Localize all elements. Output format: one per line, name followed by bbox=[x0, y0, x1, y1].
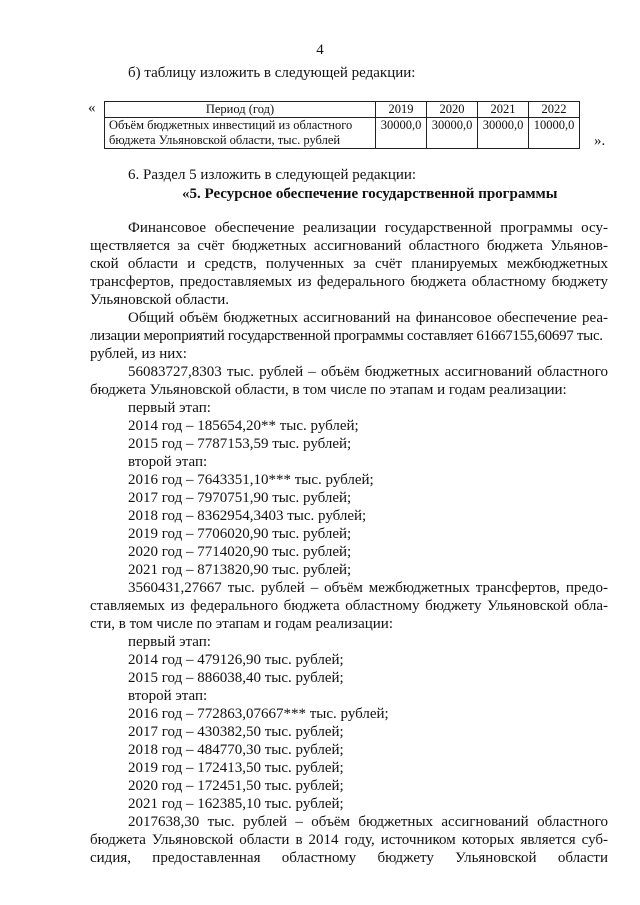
list-item: 2016 год – 772863,07667*** тыс. рублей; bbox=[128, 706, 389, 722]
list-item: 2015 год – 7787153,59 тыс. рублей; bbox=[128, 436, 352, 452]
paragraph-line: сидия, предоставленная областному бюджету Ульяновской области bbox=[90, 850, 608, 866]
list-item: 2021 год – 8713820,90 тыс. рублей; bbox=[128, 562, 352, 578]
paragraph-line: ществляется за счёт бюджетных ассигнований областного бюджета Ульянов- bbox=[90, 238, 608, 254]
row-label-line: бюджета Ульяновской области, тыс. рублей bbox=[109, 133, 341, 147]
value-cell: 30000,0 bbox=[427, 118, 478, 149]
paragraph-line: 2017638,30 тыс. рублей – объём бюджетных ассигнований областного bbox=[128, 814, 608, 830]
year-cell: 2019 bbox=[376, 102, 427, 118]
paragraph-line: бюджета Ульяновской области, в том числе по этапам и годам реализации: bbox=[90, 382, 567, 398]
section-title: «5. Ресурсное обеспечение государственной программы bbox=[182, 186, 558, 202]
paragraph-line: бюджета Ульяновской области в 2014 году, источником которых является суб- bbox=[90, 832, 608, 848]
value-cell: 10000,0 bbox=[529, 118, 580, 149]
list-item: 2017 год – 430382,50 тыс. рублей; bbox=[128, 724, 344, 740]
paragraph-line: 56083727,8303 тыс. рублей – объём бюджетных ассигнований областного bbox=[128, 364, 608, 380]
year-cell: 2022 bbox=[529, 102, 580, 118]
year-cell: 2020 bbox=[427, 102, 478, 118]
list-item: первый этап: bbox=[128, 400, 211, 416]
list-item: первый этап: bbox=[128, 634, 211, 650]
paragraph-line: трансфертов, предоставляемых из федерального бюджета областному бюджету bbox=[90, 274, 608, 290]
list-item: 2021 год – 162385,10 тыс. рублей; bbox=[128, 796, 344, 812]
table-header-row bbox=[105, 102, 580, 118]
close-quote: ». bbox=[594, 133, 606, 149]
list-item: 2017 год – 7970751,90 тыс. рублей; bbox=[128, 490, 352, 506]
list-item: 2015 год – 886038,40 тыс. рублей; bbox=[128, 670, 344, 686]
value-cell: 30000,0 bbox=[376, 118, 427, 149]
paragraph-line: Ульяновской области. bbox=[90, 292, 230, 308]
paragraph-line: сти, в том числе по этапам и годам реализации: bbox=[90, 616, 393, 632]
paragraph-line: рублей, из них: bbox=[90, 346, 187, 362]
period-header: Период (год) bbox=[105, 102, 376, 118]
investment-table bbox=[104, 101, 580, 149]
row-label bbox=[105, 118, 376, 149]
table-data-row bbox=[105, 118, 580, 149]
paragraph-line: Общий объём бюджетных ассигнований на финансовое обеспечение реа- bbox=[128, 310, 608, 326]
paragraph-line: ставляемых из федерального бюджета областному бюджету Ульяновской обла- bbox=[90, 598, 608, 614]
list-item: второй этап: bbox=[128, 688, 208, 704]
year-cell: 2021 bbox=[478, 102, 529, 118]
list-item: 2019 год – 7706020,90 тыс. рублей; bbox=[128, 526, 352, 542]
list-item: 2014 год – 479126,90 тыс. рублей; bbox=[128, 652, 344, 668]
table-intro-text: б) таблицу изложить в следующей редакции: bbox=[128, 65, 416, 81]
list-item: 2019 год – 172413,50 тыс. рублей; bbox=[128, 760, 344, 776]
list-item: 2020 год – 7714020,90 тыс. рублей; bbox=[128, 544, 352, 560]
paragraph-line: 3560431,27667 тыс. рублей – объём межбюджетных трансфертов, предо- bbox=[128, 580, 608, 596]
list-item: 2020 год – 172451,50 тыс. рублей; bbox=[128, 778, 344, 794]
paragraph-line: Финансовое обеспечение реализации государственной программы осу- bbox=[128, 220, 608, 236]
paragraph-line: ской области и средств, полученных за счёт планируемых межбюджетных bbox=[90, 256, 608, 272]
open-quote: « bbox=[88, 100, 96, 116]
section-change-text: 6. Раздел 5 изложить в следующей редакции: bbox=[128, 167, 417, 183]
paragraph-line: лизации мероприятий государственной программы составляет 61667155,60697 тыс. bbox=[90, 328, 603, 344]
row-label-line: Объём бюджетных инвестиций из областного bbox=[109, 118, 353, 132]
list-item: 2018 год – 484770,30 тыс. рублей; bbox=[128, 742, 344, 758]
list-item: 2014 год – 185654,20** тыс. рублей; bbox=[128, 418, 359, 434]
list-item: второй этап: bbox=[128, 454, 208, 470]
value-cell: 30000,0 bbox=[478, 118, 529, 149]
list-item: 2018 год – 8362954,3403 тыс. рублей; bbox=[128, 508, 367, 524]
page-number: 4 bbox=[316, 42, 324, 58]
list-item: 2016 год – 7643351,10*** тыс. рублей; bbox=[128, 472, 374, 488]
